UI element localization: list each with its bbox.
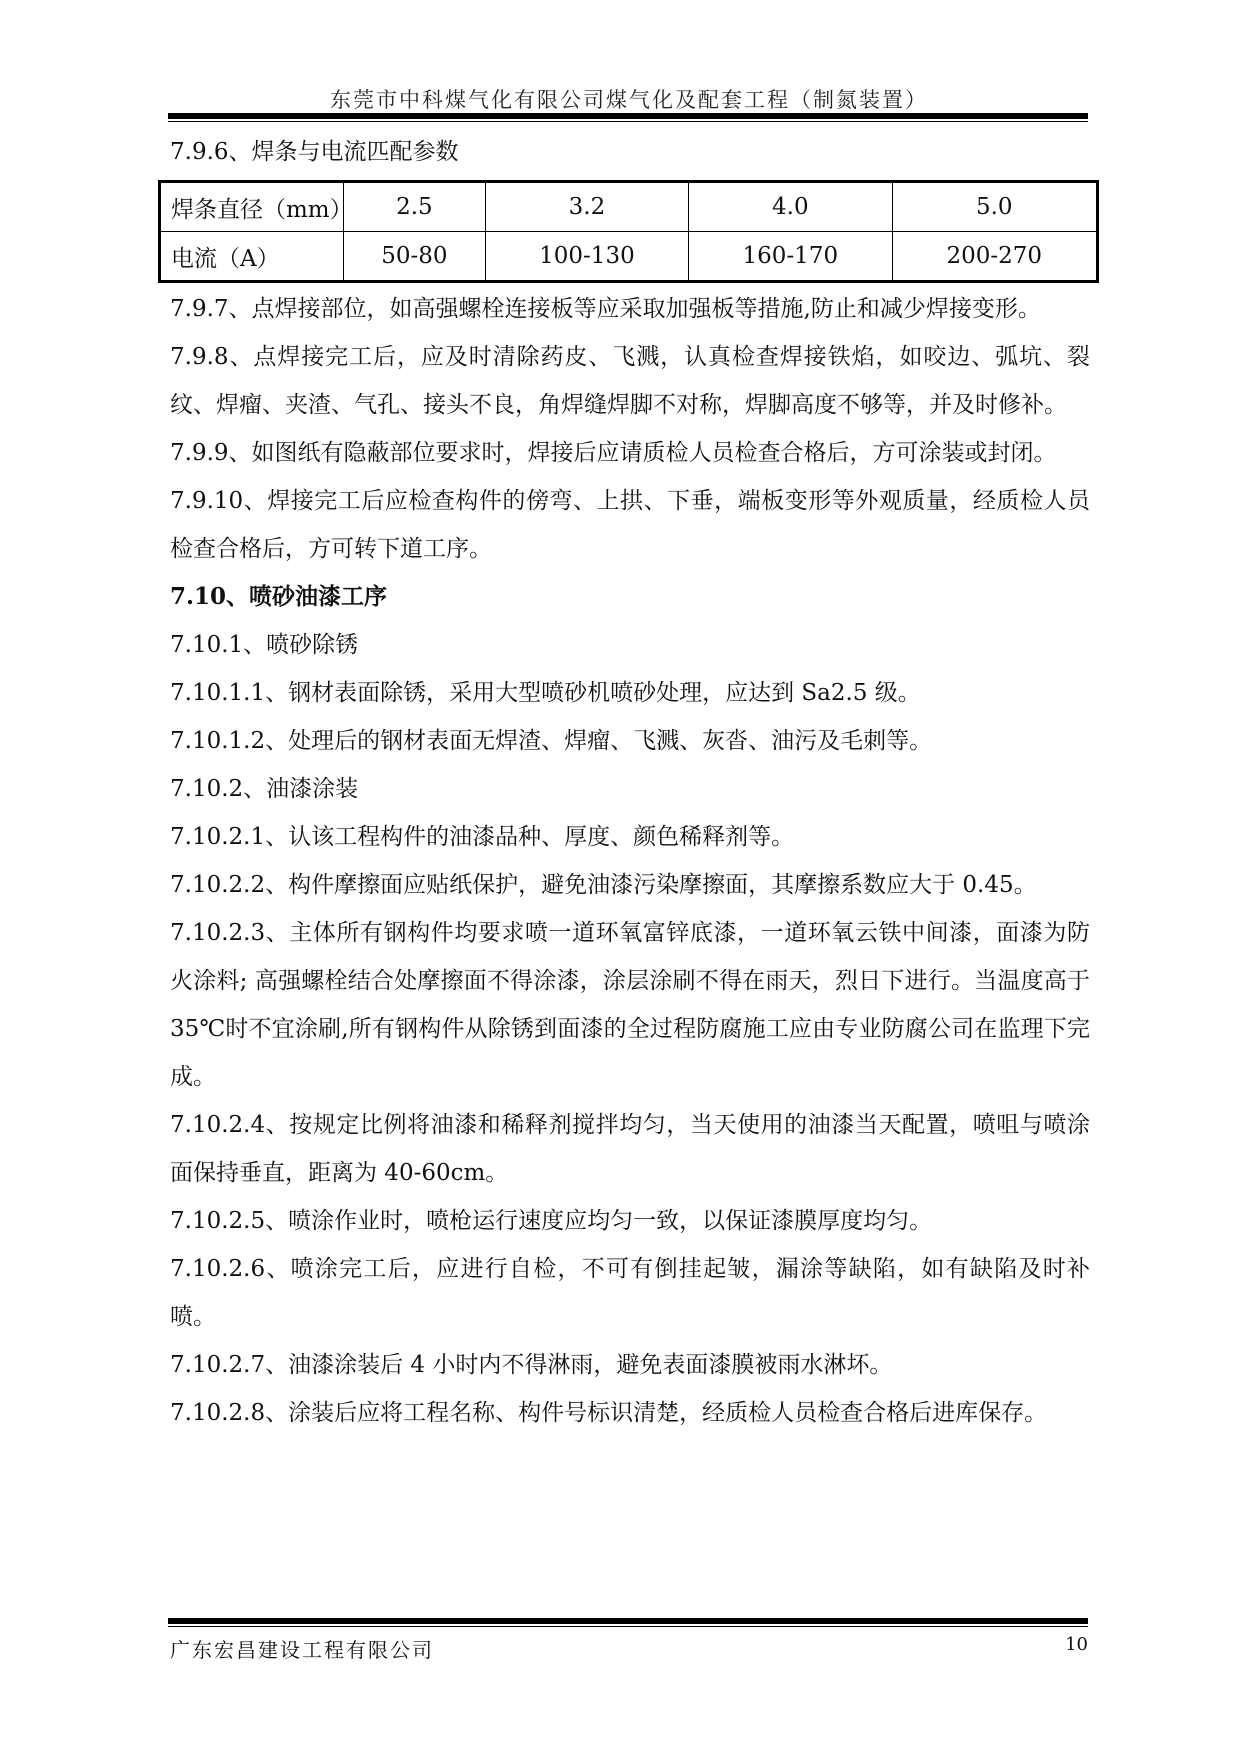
paragraph-list (170, 285, 1090, 1437)
section-heading-7-9-6: 7.9.6、焊条与电流匹配参数 (170, 139, 459, 165)
paragraph: 7.9.8、点焊接完工后，应及时清除药皮、飞溅，认真检查焊接铁焰，如咬边、弧坑、裂纹、焊瘤、夹渣、气孔、接头不良，角焊缝焊脚不对称，焊脚高度不够等，并及时修补。 (170, 344, 1090, 418)
table-row-label: 电流（A） (160, 232, 344, 282)
page-header-title: 东莞市中科煤气化有限公司煤气化及配套工程（制氮装置） (330, 88, 928, 112)
table-cell: 2.5 (344, 182, 486, 232)
table-cell: 3.2 (485, 182, 688, 232)
page-number: 10 (1065, 1634, 1088, 1655)
table-row-label: 焊条直径（mm） (160, 182, 344, 232)
document-body (170, 128, 1090, 1437)
paragraph: 7.9.7、点焊接部位，如高强螺栓连接板等应采取加强板等措施,防止和减少焊接变形。 (170, 296, 1041, 322)
paragraph: 7.10.2.8、涂装后应将工程名称、构件号标识清楚，经质检人员检查合格后进库保存。 (170, 1400, 1048, 1426)
table-cell: 100-130 (485, 232, 688, 282)
table-cell: 4.0 (689, 182, 892, 232)
section-heading: 7.10、喷砂油漆工序 (170, 583, 388, 610)
table-cell: 160-170 (689, 232, 892, 282)
paragraph: 7.10.2、油漆涂装 (170, 776, 359, 802)
table-row (160, 182, 1098, 232)
paragraph: 7.9.9、如图纸有隐蔽部位要求时，焊接后应请质检人员检查合格后，方可涂装或封闭。 (170, 440, 1057, 466)
footer-rule-thin (168, 1626, 1088, 1627)
paragraph: 7.10.2.2、构件摩擦面应贴纸保护，避免油漆污染摩擦面，其摩擦系数应大于 0.45。 (170, 872, 1037, 898)
paragraph: 7.9.10、焊接完工后应检查构件的傍弯、上拱、下垂，端板变形等外观质量，经质检人员检查合格后，方可转下道工序。 (170, 488, 1090, 562)
paragraph: 7.10.1.1、钢材表面除锈，采用大型喷砂机喷砂处理，应达到 Sa2.5 级。 (170, 680, 921, 706)
paragraph: 7.10.2.1、认该工程构件的油漆品种、厚度、颜色稀释剂等。 (170, 824, 795, 850)
table-cell: 5.0 (892, 182, 1098, 232)
header-rule-thin (168, 121, 1088, 122)
table-cell: 200-270 (892, 232, 1098, 282)
table-row (160, 232, 1098, 282)
welding-parameter-table (158, 180, 1099, 283)
paragraph: 7.10.2.4、按规定比例将油漆和稀释剂搅拌均匀，当天使用的油漆当天配置，喷咀与喷涂面保持垂直，距离为 40-60cm。 (170, 1112, 1090, 1186)
paragraph: 7.10.2.5、喷涂作业时，喷枪运行速度应均匀一致，以保证漆膜厚度均匀。 (170, 1208, 933, 1234)
paragraph: 7.10.2.3、主体所有钢构件均要求喷一道环氧富锌底漆，一道环氧云铁中间漆，面漆为防火涂料; 高强螺栓结合处摩擦面不得涂漆，涂层涂刷不得在雨天，烈日下进行。当温度高于 35℃时不宜涂刷,所有钢构件从除锈到面漆的全过程防腐施工应由专业防腐公司在监理下完成。 (170, 920, 1090, 1090)
header-rule (168, 113, 1088, 119)
paragraph: 7.10.2.6、喷涂完工后，应进行自检，不可有倒挂起皱，漏涂等缺陷，如有缺陷及时补喷。 (170, 1256, 1090, 1330)
paragraph: 7.10.1、喷砂除锈 (170, 632, 359, 658)
table-cell: 50-80 (344, 232, 486, 282)
footer-rule (168, 1618, 1088, 1624)
paragraph: 7.10.1.2、处理后的钢材表面无焊渣、焊瘤、飞溅、灰沓、油污及毛刺等。 (170, 728, 933, 754)
footer-company-name: 广东宏昌建设工程有限公司 (170, 1638, 434, 1662)
paragraph: 7.10.2.7、油漆涂装后 4 小时内不得淋雨，避免表面漆膜被雨水淋坏。 (170, 1352, 893, 1378)
